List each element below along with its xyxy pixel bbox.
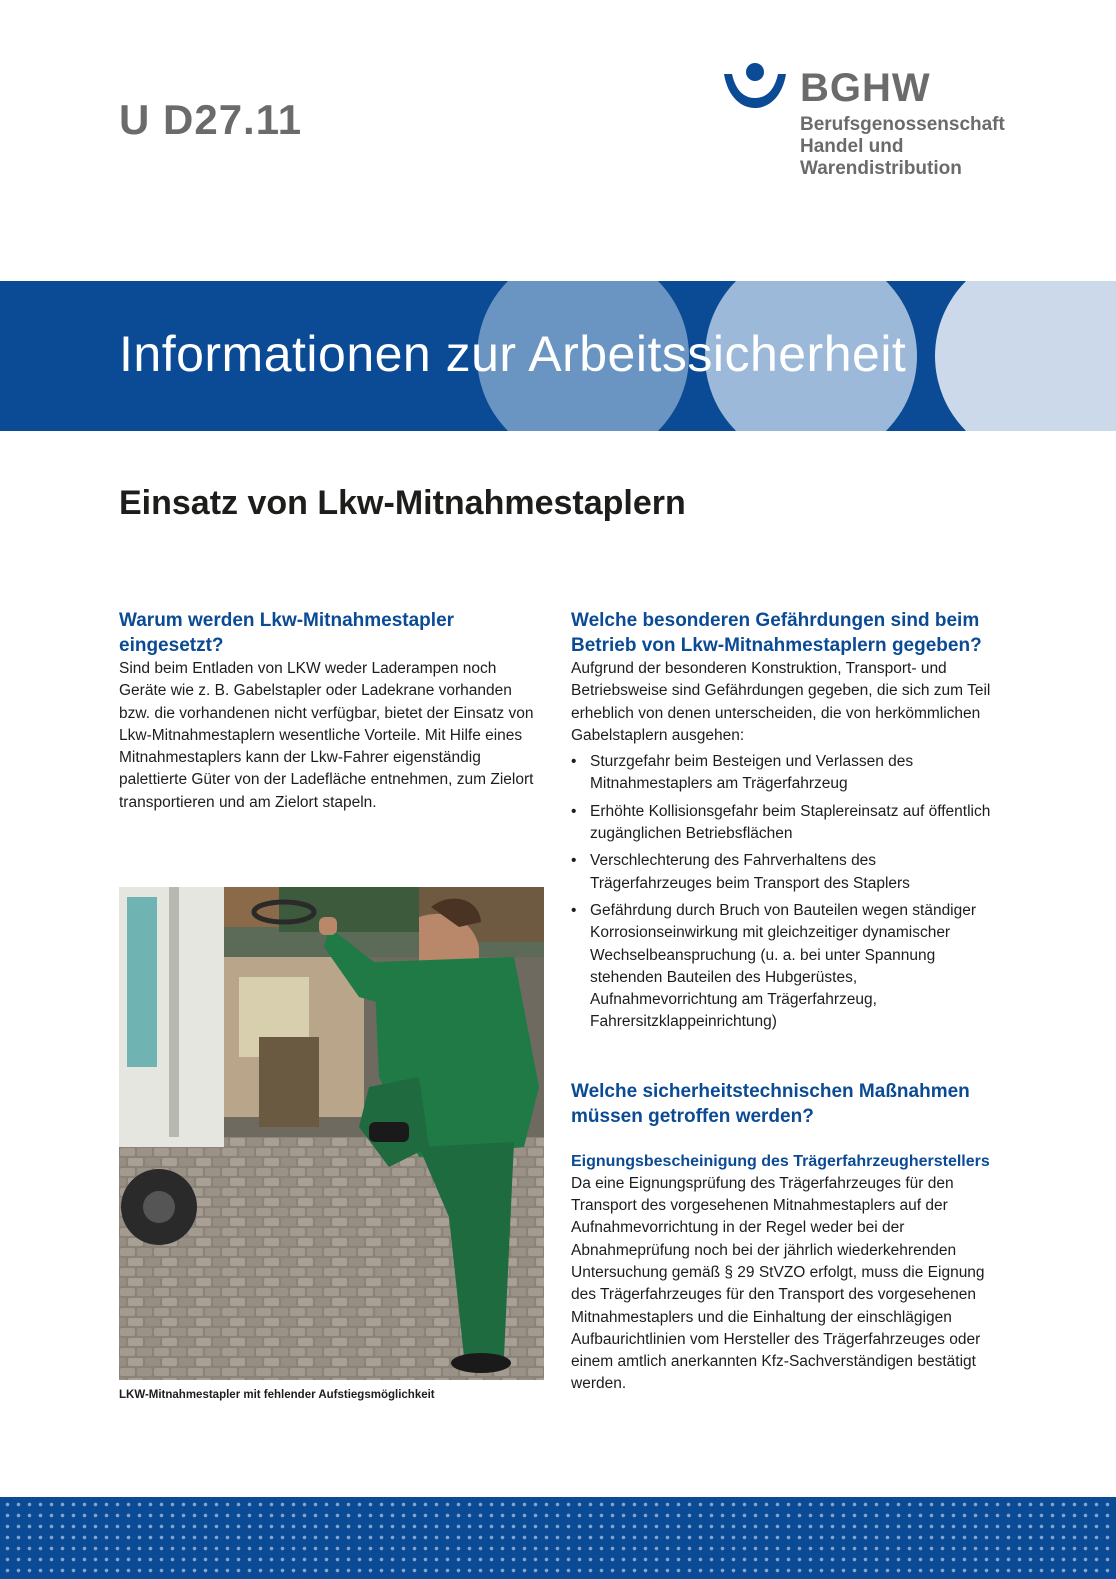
- section-heading: Welche sicherheitstechnischen Maßnahmen müssen getroffen werden?: [571, 1080, 970, 1127]
- forklift-photo: [119, 887, 544, 1380]
- logo-subtitle: [800, 114, 1020, 180]
- list-item: • Verschlechterung des Fahrverhaltens des Trägerfahrzeuges beim Transport des Staplers: [571, 850, 1001, 895]
- hazard-list: [571, 751, 1001, 1034]
- section-heading: Welche besonderen Gefährdungen sind beim Betrieb von Lkw-Mitnahmestaplern gegeben?: [571, 610, 982, 656]
- logo-subtitle-line: Handel und: [800, 136, 904, 157]
- list-item: • Erhöhte Kollisionsgefahr beim Staplereinsatz auf öffentlich zugänglichen Betriebsflächen: [571, 801, 1001, 846]
- sub-heading: Eignungsbescheinigung des Trägerfahrzeugherstellers: [571, 1152, 990, 1170]
- body-paragraph: Sind beim Entladen von LKW weder Laderampen noch Geräte wie z. B. Gabelstapler oder Ladekrane vorhanden bzw. die vorhandenen nicht verfügbar, bietet der Einsatz von Lkw-Mitnahmestaplern wesentliche Vorteile. Mit Hilfe eines Mitnahmestaplers kann der Lkw-Fahrer eigenständig palettierte Güter von der Ladefläche entnehmen, zum Zielort transportieren und am Zielort stapeln.: [119, 660, 534, 811]
- body-paragraph: Da eine Eignungsprüfung des Trägerfahrzeuges für den Transport des vorgesehenen Mitnahmestaplers auf der Aufnahmevorrichtung in der Regel weder bei der Abnahmeprüfung noch bei der jährlich wiederkehrenden Untersuchung gemäß § 29 StVZO erfolgt, muss die Eignung des Trägerfahrzeuges für den Transport des vorgesehenen Mitnahmestaplers und die Einhaltung der einschlägigen Aufbaurichtlinien vom Hersteller des Trägerfahrzeuges oder einem amtlich anerkannten Kfz-Sachverständigen bestätigt werden.: [571, 1174, 985, 1393]
- logo-subtitle-line: Warendistribution: [800, 158, 962, 179]
- band-title: Informationen zur Arbeitssicherheit: [119, 326, 907, 382]
- bghw-logo-icon: [722, 62, 788, 112]
- list-item: • Sturzgefahr beim Besteigen und Verlassen des Mitnahmestaplers am Trägerfahrzeug: [571, 751, 1001, 796]
- logo-subtitle-line: Berufsgenossenschaft: [800, 114, 1005, 135]
- right-column: [571, 608, 1001, 1396]
- photo-caption: LKW-Mitnahmestapler mit fehlender Aufstiegsmöglichkeit: [119, 1389, 435, 1401]
- photo-illustration: [119, 887, 544, 1380]
- body-paragraph: Aufgrund der besonderen Konstruktion, Transport- und Betriebsweise sind Gefährdungen gegeben, die sich zum Teil erheblich von denen unterscheiden, die von herkömmlichen Gabelstaplern ausgehen:: [571, 660, 991, 744]
- page-title: Einsatz von Lkw-Mitnahmestaplern: [119, 484, 686, 522]
- band-circle: [935, 281, 1116, 431]
- list-item: • Gefährdung durch Bruch von Bauteilen wegen ständiger Korrosionseinwirkung mit gleichzeitiger dynamischer Wechselbeanspruchung (u. a. bei unter Spannung stehenden Bauteilen des Hubgerüstes, Aufnahmevorrichtung am Trägerfahrzeug, Fahrersitzklappeinrichtung): [571, 900, 1001, 1034]
- bghw-logo: [722, 62, 1022, 192]
- dotted-footer-band: [0, 1497, 1116, 1579]
- left-column: [119, 608, 544, 814]
- logo-name: BGHW: [800, 66, 931, 110]
- document-code: U D27.11: [119, 96, 303, 143]
- title-band: [0, 281, 1116, 431]
- section-heading: Warum werden Lkw-Mitnahmestapler eingesetzt?: [119, 610, 455, 656]
